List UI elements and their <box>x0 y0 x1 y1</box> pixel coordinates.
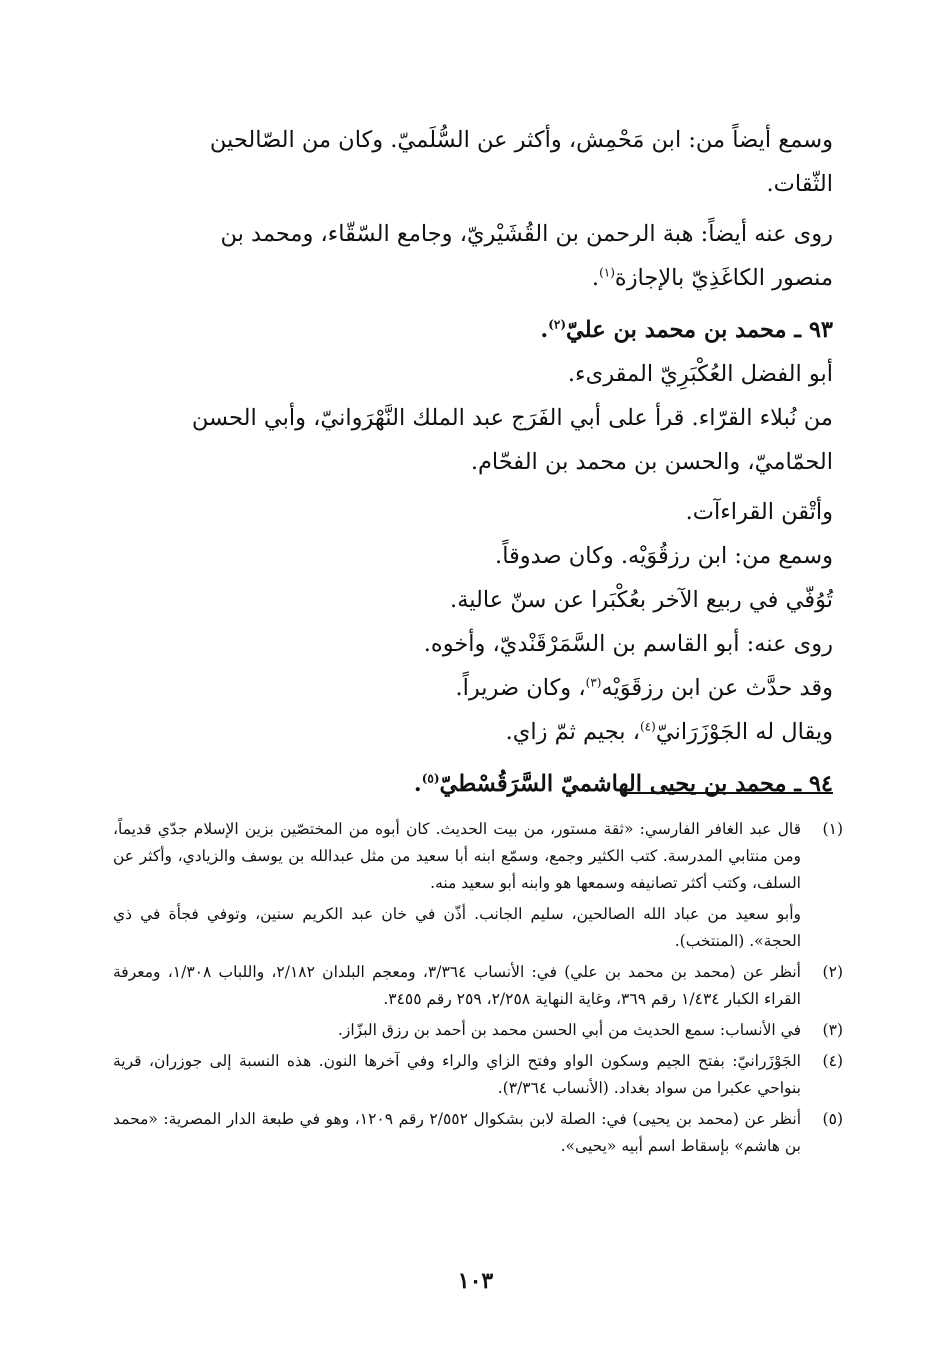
footnote-number: (١) <box>822 820 843 838</box>
text-line: الثّقات. <box>766 171 833 197</box>
footnote-ref: (٢) <box>548 317 567 332</box>
main-text <box>113 118 833 806</box>
text-line: الحمّاميّ، والحسن بن محمد بن الفحّام. <box>470 449 833 475</box>
entry-title: ٩٤ ـ محمد بن يحيى الهاشميّ السَّرَقُسْطيّ <box>439 771 833 797</box>
page-number: ١٠٣ <box>457 1268 494 1294</box>
text-line: وأتْقن القراءآت. <box>685 499 833 525</box>
text-span: وقد حدَّث عن ابن رزقَوَيْه <box>601 675 833 701</box>
text-line: روى عنه: أبو القاسم بن السَّمَرْقَنْديّ، وأخوه. <box>423 631 833 657</box>
text-span: . <box>591 265 600 291</box>
footnote-1 <box>113 816 843 955</box>
entry-heading-93 <box>113 308 833 352</box>
text-span: . <box>540 317 549 343</box>
text-line: من نُبلاء القرّاء. قرأ على أبي الفَرَج عبد الملك النَّهْرَوانيّ، وأبي الحسن <box>191 405 833 431</box>
footnote-number: (٣) <box>822 1021 843 1039</box>
footnote-text: أنظر عن (محمد بن محمد بن علي) في: الأنساب ٣/٣٦٤، ومعجم البلدان ٢/١٨٢، واللباب ١/٣٠٨، ومعرفة القراء الكبار ١/٤٣٤ رقم ٣٦٩، وغاية النهاية ٢/٢٥٨، ٢٥٩ رقم ٣٤٥٥. <box>113 963 801 1008</box>
footnote-number: (٢) <box>822 963 843 981</box>
footnote-separator <box>623 792 833 794</box>
text-span: ، وكان ضريراً. <box>455 675 586 701</box>
text-line: أبو الفضل العُكْبَرِيّ المقرىء. <box>567 361 833 387</box>
text-line <box>113 256 833 300</box>
footnote-text: قال عبد الغافر الفارسي: «ثقة مستور، من بيت الحديث. كان أبوه من المختصّين بزين الإسلام جدّي قديماً، ومن منتابي المدرسة. كتب الكثير وجمع، وسمّع ابنه أبا سعيد من مثل عبدالله بن يوسف والزيادي، وأكثر عن السلف، وكتب أكثر تصانيفه وسمعها هو وابنه أبو سعيد منه. <box>113 820 801 892</box>
footnote-ref: (١) <box>599 265 615 280</box>
footnote-ref: (٤) <box>639 719 656 734</box>
text-line: وسمع أيضاً من: ابن مَحْمِش، وأكثر عن السُّلَميّ. وكان من الصّالحين <box>209 127 833 153</box>
footnote-body <box>113 959 801 1013</box>
footnote-ref: (٥) <box>421 771 440 786</box>
footnote-ref: (٣) <box>585 675 602 690</box>
text-line <box>113 666 833 710</box>
footnotes <box>113 816 843 1164</box>
footnote-text: في الأنساب: سمع الحديث من أبي الحسن محمد بن أحمد بن رزق البزّاز. <box>337 1021 801 1039</box>
footnote-4 <box>113 1048 843 1102</box>
footnote-body <box>113 1048 801 1102</box>
footnote-5 <box>113 1106 843 1160</box>
footnote-body <box>113 1017 801 1044</box>
text-line: تُوُفّي في ربيع الآخر بعُكْبَرا عن سنّ عالية. <box>450 587 833 613</box>
entry-heading-94 <box>113 762 833 806</box>
footnote-number: (٤) <box>822 1052 843 1070</box>
footnote-text: أنظر عن (محمد بن يحيى) في: الصلة لابن بشكوال ٢/٥٥٢ رقم ١٢٠٩، وهو في طبعة الدار المصرية: «محمد بن هاشم» بإسقاط اسم أبيه «يحيى». <box>113 1110 801 1155</box>
footnote-body <box>113 816 801 955</box>
entry-title: ٩٣ ـ محمد بن محمد بن عليّ <box>566 317 833 343</box>
footnote-number: (٥) <box>822 1110 843 1128</box>
footnote-text: وأبو سعيد من عباد الله الصالحين، سليم الجانب. أذّن في خان عبد الكريم سنين، وتوفي فجأة في ذي الحجة». (المنتخب). <box>113 905 801 950</box>
text-line: روى عنه أيضاً: هبة الرحمن بن القُشَيْريّ، وجامع السّقّاء، ومحمد بن <box>220 221 833 247</box>
text-span: . <box>413 771 422 797</box>
footnote-body <box>113 1106 801 1160</box>
text-span: منصور الكاغَذِيّ بالإجازة <box>614 265 833 291</box>
text-line: وسمع من: ابن رزقُوَيْه. وكان صدوقاً. <box>495 543 833 569</box>
text-span: ويقال له الجَوْزَرَانيّ <box>655 719 833 745</box>
footnote-text: الجَوْزَرانيّ: بفتح الجيم وسكون الواو وفتح الزاي والراء وفي آخرها النون. هذه النسبة إلى جوزران، قرية بنواحي عكبرا من سواد بغداد. (الأنساب ٣/٣٦٤). <box>113 1052 801 1097</box>
text-span: ، بجيم ثمّ زاي. <box>505 719 640 745</box>
footnote-3 <box>113 1017 843 1044</box>
footnote-2 <box>113 959 843 1013</box>
text-line <box>113 710 833 754</box>
